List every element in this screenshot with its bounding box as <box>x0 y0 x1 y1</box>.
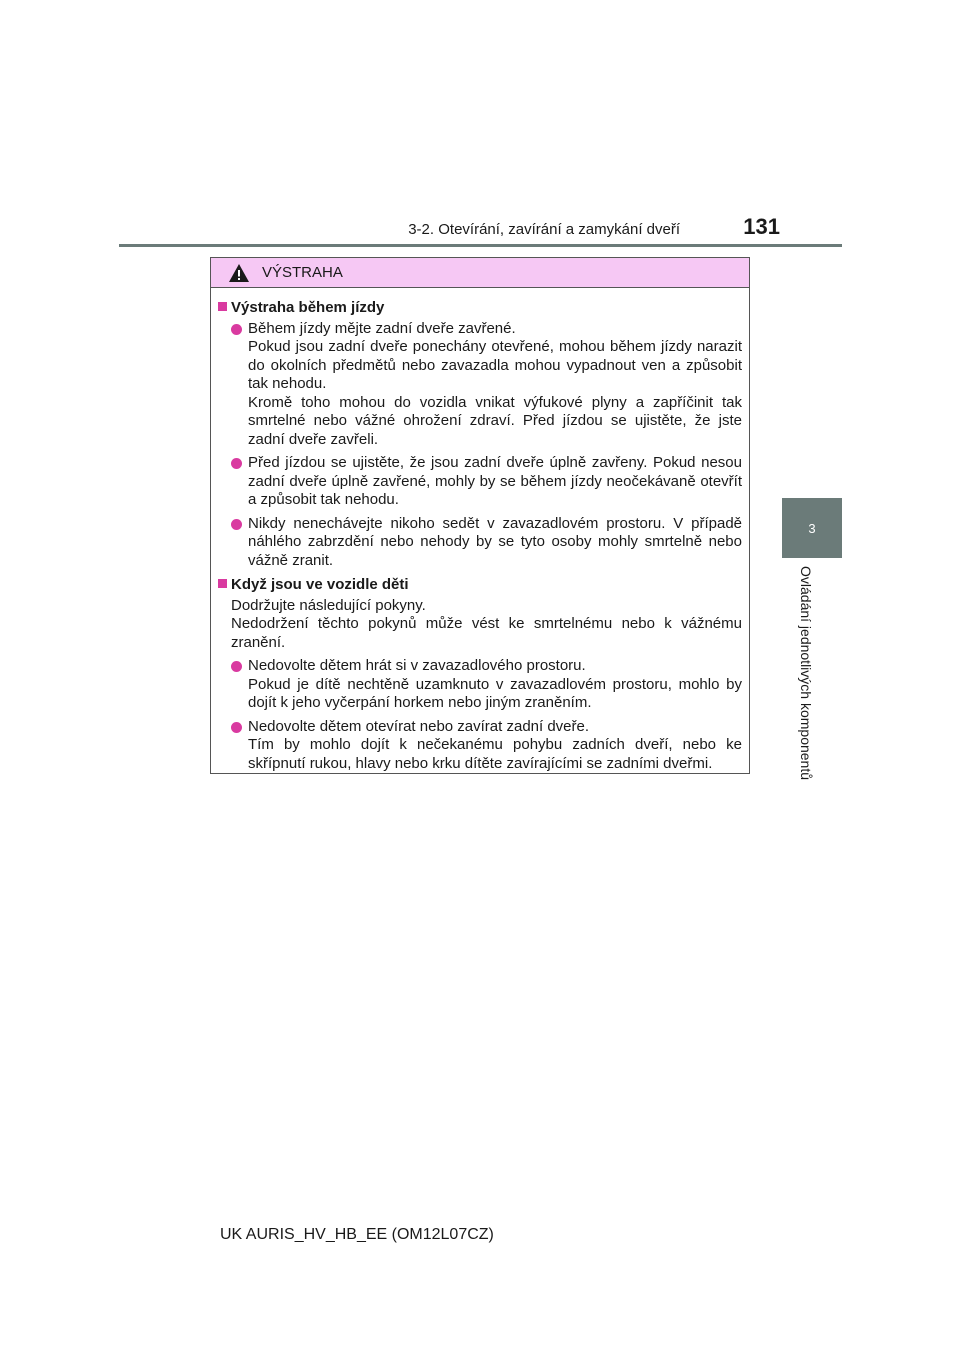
circle-bullet-icon <box>231 722 242 733</box>
section-driving <box>218 299 742 570</box>
list-item <box>218 454 742 510</box>
item-text: Pokud je dítě nechtěně uzamknuto v zavazadlovém prostoru, mohlo by dojít k jeho vyčerpání horkem nebo jiným zraněním. <box>248 675 742 711</box>
warning-triangle-icon <box>228 263 250 283</box>
list-item <box>218 718 742 774</box>
item-text: Nikdy nenechávejte nikoho sedět v zavazadlovém prostoru. V případě náhlého zabrzdění nebo nehody by se tyto osoby mohly smrtelně nebo vážně zranit. <box>248 514 742 569</box>
page-number: 131 <box>743 214 780 239</box>
square-bullet-icon <box>218 579 227 588</box>
footer-code: UK AURIS_HV_HB_EE (OM12L07CZ) <box>220 1226 494 1243</box>
chapter-title: Ovládání jednotlivých komponentů <box>798 566 814 781</box>
item-text: Během jízdy mějte zadní dveře zavřené. <box>248 319 516 337</box>
warning-header <box>211 258 749 288</box>
warning-body <box>211 288 749 773</box>
circle-bullet-icon <box>231 519 242 530</box>
header-rule <box>119 244 842 247</box>
item-text: Pokud jsou zadní dveře ponechány otevřené, mohou během jízdy narazit do okolních předmětů nebo zavazadla mohou vypadnout ven a způsobit tak nehodu. <box>248 338 742 392</box>
circle-bullet-icon <box>231 458 242 469</box>
list-item <box>218 515 742 571</box>
section-paragraph: Nedodržení těchto pokynů může vést ke smrtelnému nebo k vážnému zranění. <box>231 615 742 651</box>
warning-box <box>210 257 750 774</box>
item-text: Nedovolte dětem hrát si v zavazadlového prostoru. <box>248 657 586 674</box>
circle-bullet-icon <box>231 324 242 335</box>
list-item <box>218 320 742 450</box>
item-text: Tím by mohlo dojít k nečekanému pohybu zadních dveří, nebo ke skřípnutí rukou, hlavy nebo krku dítěte zavírajícími se zadními dveřmi. <box>248 736 742 772</box>
warning-title: VÝSTRAHA <box>262 264 343 281</box>
section-paragraph: Dodržujte následující pokyny. <box>231 596 426 614</box>
section-children <box>218 576 742 773</box>
section-heading <box>218 299 742 318</box>
section-heading-text: Výstraha během jízdy <box>231 299 385 316</box>
header-section-title: 3-2. Otevírání, zavírání a zamykání dveří <box>408 221 680 238</box>
item-text: Před jízdou se ujistěte, že jsou zadní dveře úplně zavřeny. Pokud nesou zadní dveře úplně zavřené, mohly by se během jízdy neočekávaně otevřít a způsobit tak nehodu. <box>248 454 742 508</box>
item-text: Kromě toho mohou do vozidla vnikat výfukové plyny a zapříčinit tak smrtelné nebo vážné ohrožení zdraví. Před jízdou se ujistěte, že jste zadní dveře zavřeli. <box>248 393 742 448</box>
chapter-number: 3 <box>808 520 816 536</box>
section-heading-text: Když jsou ve vozidle děti <box>231 576 409 593</box>
section-heading <box>218 576 742 595</box>
circle-bullet-icon <box>231 661 242 672</box>
chapter-tab <box>782 498 842 558</box>
item-text: Nedovolte dětem otevírat nebo zavírat zadní dveře. <box>248 717 590 735</box>
square-bullet-icon <box>218 302 227 311</box>
list-item <box>218 657 742 713</box>
section-text <box>218 597 742 653</box>
